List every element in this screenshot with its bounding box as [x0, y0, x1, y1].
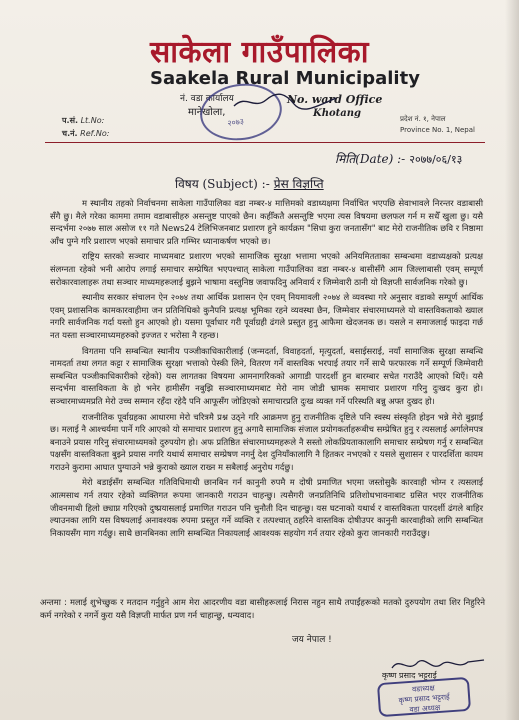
body-paragraph: स्थानीय सरकार संचालन ऐन २०७४ तथा आर्थिक प्रशासन ऐन एवम् नियमावली २०७४ ले व्यवस्था गरे अनुसार वडाको सम्पूर्ण आर्थिक एवम् प्रशासनिक कामकारवाहीमा जन प्रतिनिधिको कुनैपनि प्रत्यक्ष भूमिका रहने व्यवस्था छैन, जिम्मेवार संचारमाध्यमले यो वास्तविकताको ख्याल नगरि सार्वजनिक गर्दा यस्तो हुन आएको हो। यसमा पूर्वाधार गरी पूर्वाग्रही ढंगले प्रस्तुत हुनु आफैमा खेदजनक छ। यसले न समाजलाई फाइदा गर्छ नत यस्ता सञ्चारमाध्यमहरुको इज्जत र भरोसा नै रहन्छ।	[50, 292, 483, 340]
ward-chair-stamp	[377, 677, 471, 717]
signatory-name: कृष्ण प्रसाद भट्टराई	[382, 671, 437, 680]
ref-no-label: च.नं.	[62, 129, 78, 138]
letter-reference-block	[62, 114, 109, 140]
closing-paragraph: अन्तमा : मलाई शुभेच्छुक र मतदान गर्नुहुने आम मेरा आदरणीय वडा बासीहरूलाई निरास नहुन साथै तपाईंहरूको मतको दुरुपयोग तथा शिर निहुरिने कर्म नगरेको र नगर्ने कुरा यसै विज्ञप्ती मार्फत प्रण गर्न चाहान्छु, धन्यवाद।	[40, 597, 485, 620]
ward-office-english: No. ward Office	[287, 93, 383, 106]
body-paragraph: मेरो बडाईसँग सम्बन्धित गतिविधिमाथी छानबिन गर्न कानुनी रुपमै म दोषी प्रमाणित भएमा जस्तोसुकै कारवाही भोग्न र त्यसलाई आत्मसाथ गर्न तयार रहेको व्यक्तिगत रूपमा जानकारी गराउन चाहन्छु। त्यसैगरी जनप्रतिनिधि प्रतिशोधभावनाबाट ग्रसित भएर राजनीतिक जीवनमाथी हिलो छ्याप्न गरिएको दुष्प्रयासलाई प्रमाणित गराउन पनि चुनौती दिन चाहन्छु। यस घटनाको यथार्थ र वास्तविकता पारदर्शी ढंगले बाहिर ल्याउनका लागि यस विषयलाई अनावश्यक रुपमा प्रस्तुत गर्ने व्यक्ति र तत्पश्चात् ठहरिने वास्तविक दोषीउपर कानुनी कारवाहीको लागि सम्बन्धित निकायसँग माग गर्दछु। साथै छानबिनका लागि सम्बन्धित निकायलाई आवश्यक सहयोग गर्न तयार रहेको कुरा जानकारी गराउँदछु।	[50, 477, 483, 538]
date-label: मिति(Date) :-	[335, 152, 406, 166]
body-paragraph: म स्थानीय तहको निर्वाचनमा साकेला गाउँपालिका वडा नम्बर-४ मात्तिमको वडाध्यक्षमा निर्वाचित भएपछि सेवाभावले निरन्तर वडाबासी सँगै छु। मैले गरेका काममा तमाम वडाबासीहरु असन्तुष्ट पाएको छैन। कहीँकतै असन्तुष्टि भएमा त्यस विषयमा छलफल गर्न म सधैँ खुला छु। यसै सन्दर्भमा २०७७ साल असोज ११ गते News24 टेलिभिजनबाट प्रशारण हुने कार्यक्रम "सिधा कुरा जनतासँग" बाट मेरो राजनीतिक छवि र निष्ठामा आँच पुग्ने गरि प्रशारण भएको समाचार प्रति गम्भिर ध्यानाकर्षण भएको छ।	[50, 198, 483, 246]
body-paragraph: विगतमा पनि सम्बन्धित स्थानीय पञ्जीकाधिकारीलाई (जन्मदर्ता, विवाहदर्ता, मृत्युदर्ता, बसाईसराई, नयाँ सामाजिक सुरक्षा सम्बन्धि नामदर्ता तथा लगत कट्टा र सामाजिक सुरक्षा भत्ताको पेस्की लिने, वितरण गर्ने वास्तविक भरपाई तयार गर्ने साथै फरफारक गर्ने सम्पूर्ण जिम्मेवारी सम्बन्धित पञ्जीकाधिकारीको रहेको) यस लागतका विषयमा आमनागरिकको आगाडी पारदर्शी हुन बारम्बार सचेत गराउँदै आएको थिएँ। यसै सन्दर्भमा वास्तविकता के हो भनेर हामीसँग नबुझि सञ्चारमाध्यमबाट मेरो नाम जोडी भ्रामक समाचार प्रशारण गरिनु दुःखद कुरा हो। सञ्चारमाध्यमप्रति मेरो उच्च सम्मान रहँदा रहेदै पनि आफूसँग जोडिएको समाचारप्रति दुःख व्यक्त गर्ने परिस्थति बन्नु अफ्त दुखद हो।	[50, 345, 483, 406]
subject-line	[175, 175, 324, 192]
province-english: Province No. 1, Nepal	[400, 126, 475, 134]
header-divider	[45, 142, 485, 143]
date-value: २०७७/०६/१३	[409, 153, 463, 166]
municipality-title-nepali: साकेला गाउँपालिका	[150, 35, 369, 70]
ref-no-english: Ref.No:	[80, 129, 110, 138]
handwritten-annotation-top	[230, 90, 340, 114]
province-nepali: प्रदेश नं. १, नेपाल	[400, 115, 446, 123]
page-edge-shadow	[505, 0, 519, 720]
ward-office-nepali: नं. वडा कार्यालय	[180, 94, 234, 104]
stamp-line: कृष्ण प्रसाद भट्टराई	[398, 692, 450, 705]
letter-body	[50, 197, 483, 539]
location-english: Khotang	[313, 108, 361, 119]
body-paragraph: राजनीतिक पूर्वाग्रहका आधारमा मेरो चरित्रमै प्रश्न उठ्ने गरि आक्रमण हुनु राजनीतिक दृष्टिले पनि स्वस्थ संस्कृति होइन भन्ने मेरो बुझाई छ। मलाई नै आश्चर्यमा पार्ने गरि आएको यो समाचार प्रशारण हुनु अगावै सामाजिक संजाल प्रयोगकर्ताहरूबीच सम्प्रेषित हुनु र त्यसलाई अर्गालेमपत्र बनाउने प्रयास गरिनु संचारमाध्यमको दुरुपयोग हो। अफ प्रतिष्ठित संचारमाध्यमहरूले नै सस्तो लोकप्रियताकालागि समाचार सम्प्रेषण गर्नु र सम्बन्धित पक्षसँग वास्तविकता बुझ्ने प्रयास नगरि यथार्थ समाचार सम्प्रेषण नगर्नु देश दुनियाँकालागि नै हितकर नभएको र यसले सुशासन र पारदर्शिता कायम गराउने कुरामा आघात पुग्याउने भन्ने कुराको ख्याल राख्न म सबैलाई अनुरोध गर्दछु।	[50, 411, 483, 472]
place-nepali: मानेखोला,	[188, 107, 226, 118]
stamp-line: वडा अध्यक्ष	[409, 702, 441, 715]
seal-number: २०७३	[226, 116, 245, 128]
municipality-title-english: Saakela Rural Municipality	[150, 68, 420, 89]
stamp-line: वडाध्यक्ष	[411, 683, 436, 694]
province-block	[400, 114, 475, 136]
salutation: जय नेपाल !	[292, 635, 332, 645]
body-paragraph: राष्ट्रिय स्तरको सञ्चार माध्यमबाट प्रशारण भएको सामाजिक सुरक्षा भत्तामा भएको अनियमितताका सम्बन्धमा वडाध्यक्षको प्रत्यक्ष संलग्नता रहेको भनी आरोप लगाई समाचार सम्प्रेषित भएपश्चात् साकेला गाउँपालिका वडा नम्बर-४ बासीसँगै आम जिल्लाबासी एवम् सम्पूर्ण सरोकारवालाहरू तथा सञ्चार माध्यमहरूलाई बुझने भाषामा वस्तुनिष्ठ जवाफदिनु अनिवार्य र जिम्मेवारी ठानी यो विज्ञप्ती सार्वजनिक गरेको छु।	[50, 251, 483, 287]
letter-no-english: Lt.No:	[80, 116, 105, 125]
subject-value: प्रेस विज्ञप्ति	[273, 177, 324, 191]
subject-label: विषय (Subject) :-	[175, 177, 270, 191]
letter-no-label: प.सं.	[62, 116, 79, 125]
date-line	[335, 150, 462, 167]
